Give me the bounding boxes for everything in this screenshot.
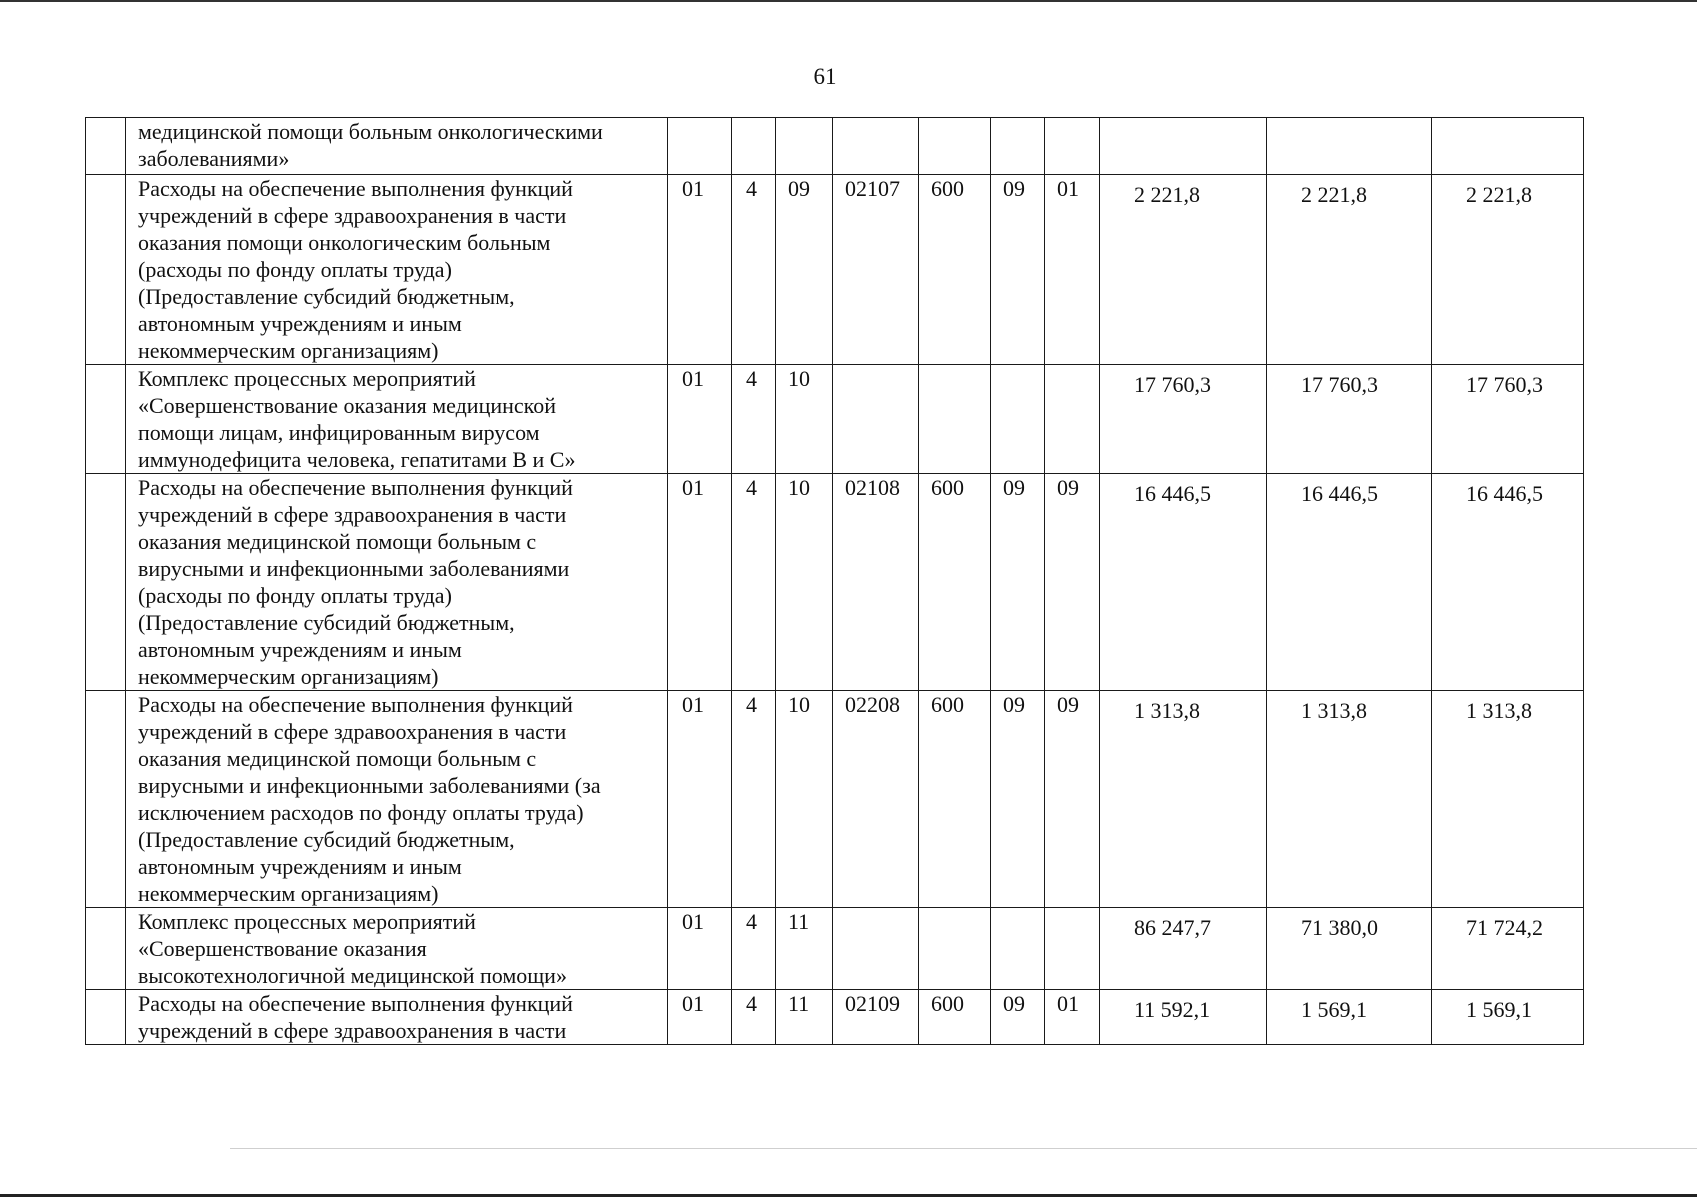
code-section-cell — [991, 118, 1045, 175]
code-complex-cell: 11 — [776, 990, 833, 1045]
code-expense-type-cell: 600 — [919, 175, 991, 365]
amount-year2-cell: 16 446,5 — [1267, 474, 1432, 691]
code-subsection-cell: 09 — [1045, 691, 1100, 908]
description-cell: Расходы на обеспечение выполнения функций учреждений в сфере здравоохранения в части оказания медицинской помощи больным с вирусными и инфекционными заболеваниями (расходы по фонду оплаты труда) (Предоставление субсидий бюджетным, автономным учреждениям и иным некоммерческим организациям) — [126, 474, 668, 691]
amount-year3-cell: 17 760,3 — [1432, 365, 1584, 474]
row-index-cell — [86, 118, 126, 175]
code-program-cell: 01 — [668, 474, 732, 691]
code-program-cell — [668, 118, 732, 175]
amount-year3-cell: 1 313,8 — [1432, 691, 1584, 908]
amount-year3-cell — [1432, 118, 1584, 175]
code-subsection-cell: 01 — [1045, 175, 1100, 365]
code-type-cell: 4 — [732, 990, 776, 1045]
code-direction-cell — [833, 365, 919, 474]
table-row — [86, 175, 1584, 365]
code-section-cell: 09 — [991, 990, 1045, 1045]
table-row — [86, 365, 1584, 474]
code-section-cell — [991, 908, 1045, 990]
amount-year1-cell: 17 760,3 — [1100, 365, 1267, 474]
table-row — [86, 691, 1584, 908]
code-complex-cell: 09 — [776, 175, 833, 365]
code-section-cell: 09 — [991, 474, 1045, 691]
code-complex-cell: 10 — [776, 474, 833, 691]
code-program-cell: 01 — [668, 691, 732, 908]
row-index-cell — [86, 365, 126, 474]
row-index-cell — [86, 175, 126, 365]
code-expense-type-cell — [919, 908, 991, 990]
amount-year3-cell: 16 446,5 — [1432, 474, 1584, 691]
code-expense-type-cell — [919, 118, 991, 175]
code-direction-cell — [833, 908, 919, 990]
amount-year2-cell: 1 569,1 — [1267, 990, 1432, 1045]
code-subsection-cell — [1045, 118, 1100, 175]
scan-bottom-edge — [0, 1194, 1697, 1197]
code-subsection-cell — [1045, 365, 1100, 474]
table-row — [86, 990, 1584, 1045]
code-subsection-cell: 09 — [1045, 474, 1100, 691]
code-subsection-cell — [1045, 908, 1100, 990]
code-expense-type-cell: 600 — [919, 474, 991, 691]
amount-year1-cell: 1 313,8 — [1100, 691, 1267, 908]
code-type-cell: 4 — [732, 365, 776, 474]
code-complex-cell: 10 — [776, 691, 833, 908]
amount-year1-cell: 11 592,1 — [1100, 990, 1267, 1045]
amount-year2-cell: 17 760,3 — [1267, 365, 1432, 474]
code-expense-type-cell: 600 — [919, 691, 991, 908]
amount-year3-cell: 71 724,2 — [1432, 908, 1584, 990]
table-row — [86, 118, 1584, 175]
table-row — [86, 474, 1584, 691]
description-cell: Комплекс процессных мероприятий «Совершенствование оказания высокотехнологичной медицинской помощи» — [126, 908, 668, 990]
code-direction-cell — [833, 118, 919, 175]
amount-year1-cell: 86 247,7 — [1100, 908, 1267, 990]
amount-year1-cell: 16 446,5 — [1100, 474, 1267, 691]
amount-year1-cell: 2 221,8 — [1100, 175, 1267, 365]
amount-year3-cell: 2 221,8 — [1432, 175, 1584, 365]
code-complex-cell: 11 — [776, 908, 833, 990]
row-index-cell — [86, 474, 126, 691]
row-index-cell — [86, 691, 126, 908]
table-row — [86, 908, 1584, 990]
amount-year2-cell: 71 380,0 — [1267, 908, 1432, 990]
description-cell: Расходы на обеспечение выполнения функций учреждений в сфере здравоохранения в части — [126, 990, 668, 1045]
code-program-cell: 01 — [668, 908, 732, 990]
code-program-cell: 01 — [668, 175, 732, 365]
row-index-cell — [86, 990, 126, 1045]
scan-top-edge — [0, 0, 1697, 2]
code-complex-cell — [776, 118, 833, 175]
amount-year3-cell: 1 569,1 — [1432, 990, 1584, 1045]
amount-year2-cell: 1 313,8 — [1267, 691, 1432, 908]
code-complex-cell: 10 — [776, 365, 833, 474]
code-program-cell: 01 — [668, 990, 732, 1045]
code-type-cell — [732, 118, 776, 175]
description-cell: Расходы на обеспечение выполнения функций учреждений в сфере здравоохранения в части оказания медицинской помощи больным с вирусными и инфекционными заболеваниями (за исключением расходов по фонду оплаты труда) (Предоставление субсидий бюджетным, автономным учреждениям и иным некоммерческим организациям) — [126, 691, 668, 908]
code-direction-cell: 02208 — [833, 691, 919, 908]
code-direction-cell: 02109 — [833, 990, 919, 1045]
amount-year1-cell — [1100, 118, 1267, 175]
row-index-cell — [86, 908, 126, 990]
code-section-cell: 09 — [991, 175, 1045, 365]
code-expense-type-cell: 600 — [919, 990, 991, 1045]
amount-year2-cell: 2 221,8 — [1267, 175, 1432, 365]
budget-table — [85, 117, 1584, 1045]
description-cell: Расходы на обеспечение выполнения функций учреждений в сфере здравоохранения в части оказания помощи онкологическим больным (расходы по фонду оплаты труда) (Предоставление субсидий бюджетным, автономным учреждениям и иным некоммерческим организациям) — [126, 175, 668, 365]
scan-fold-line — [230, 1148, 1697, 1149]
code-type-cell: 4 — [732, 175, 776, 365]
description-cell: медицинской помощи больным онкологическими заболеваниями» — [126, 118, 668, 175]
code-type-cell: 4 — [732, 691, 776, 908]
code-direction-cell: 02108 — [833, 474, 919, 691]
code-type-cell: 4 — [732, 908, 776, 990]
amount-year2-cell — [1267, 118, 1432, 175]
code-type-cell: 4 — [732, 474, 776, 691]
code-subsection-cell: 01 — [1045, 990, 1100, 1045]
description-cell: Комплекс процессных мероприятий «Совершенствование оказания медицинской помощи лицам, инфицированным вирусом иммунодефицита человека, гепатитами B и C» — [126, 365, 668, 474]
code-section-cell — [991, 365, 1045, 474]
code-expense-type-cell — [919, 365, 991, 474]
code-program-cell: 01 — [668, 365, 732, 474]
code-direction-cell: 02107 — [833, 175, 919, 365]
page-number: 61 — [813, 64, 837, 89]
code-section-cell: 09 — [991, 691, 1045, 908]
